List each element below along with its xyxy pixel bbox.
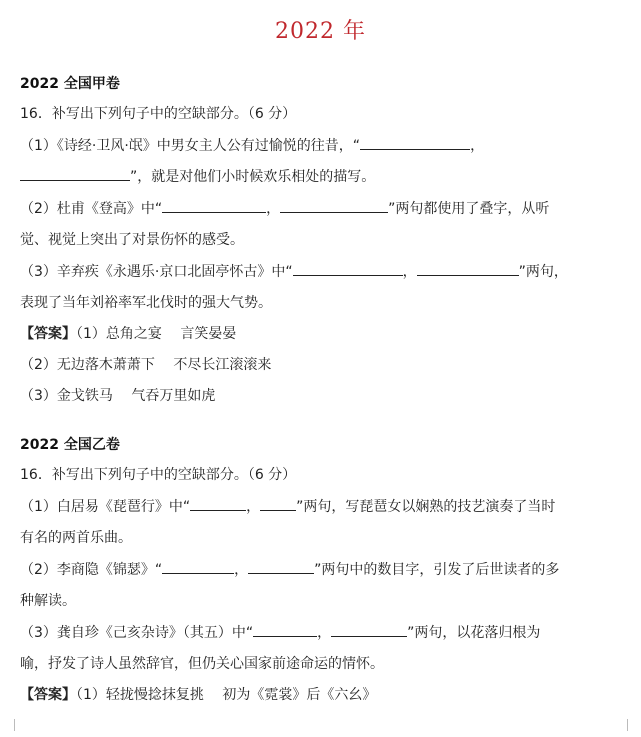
question-prompt: 16．补写出下列句子中的空缺部分。（6 分）: [20, 467, 297, 483]
question-item-4-line-1: [20, 496, 555, 516]
answer-line-4: [20, 684, 376, 704]
question-item-3-line-2: 表现了当年刘裕率军北伐时的强大气势。: [20, 295, 272, 311]
question-item-2-line-1: [20, 198, 549, 218]
answer-blank[interactable]: [417, 261, 519, 276]
question-item-5-line-2: 种解读。: [20, 593, 76, 609]
item-text: ”两句，以花落归根为: [407, 625, 541, 641]
item-text: ，: [470, 138, 485, 154]
question-item-5-line-1: [20, 559, 559, 579]
item-text: ”两句，: [518, 264, 568, 280]
answer-blank[interactable]: [360, 135, 470, 150]
answer-blank[interactable]: [253, 622, 317, 637]
answer-tag: 【答案】: [20, 687, 76, 703]
answer-blank[interactable]: [280, 198, 388, 213]
item-text: （2）杜甫《登高》中“: [20, 201, 163, 217]
question-item-6-line-1: [20, 622, 540, 642]
item-text: （1）《诗经·卫风·氓》中男女主人公有过愉悦的往昔，“: [20, 138, 361, 154]
answer-text: （1）总角之宴 言笑晏晏: [76, 326, 237, 342]
item-text: （1）白居易《琵琶行》中“: [20, 499, 191, 515]
answer-blank[interactable]: [20, 166, 130, 181]
item-text: （3）辛弃疾《永遇乐·京口北固亭怀古》中“: [20, 264, 293, 280]
item-text: ，: [317, 625, 332, 641]
answer-line-3: （3）金戈铁马 气吞万里如虎: [20, 388, 216, 404]
answer-blank[interactable]: [331, 622, 407, 637]
section-heading-yi: 2022 全国乙卷: [20, 437, 120, 453]
answer-blank[interactable]: [260, 496, 296, 511]
page-corner-mark: [2, 719, 15, 731]
section-heading-jia: 2022 全国甲卷: [20, 76, 120, 92]
item-text: ”两句都使用了叠字，从听: [388, 201, 550, 217]
answer-line-1: [20, 323, 236, 343]
item-text: ，: [246, 499, 261, 515]
answer-text: （1）轻拢慢捻抹复挑 初为《霓裳》后《六幺》: [76, 687, 377, 703]
question-item-3-line-1: [20, 261, 568, 281]
answer-blank[interactable]: [293, 261, 403, 276]
item-text: ”两句，写琵琶女以娴熟的技艺演奏了当时: [296, 499, 556, 515]
answer-blank[interactable]: [190, 496, 246, 511]
question-item-4-line-2: 有名的两首乐曲。: [20, 530, 132, 546]
item-text: ，: [234, 562, 249, 578]
item-text: ，: [266, 201, 281, 217]
item-text: ，: [402, 264, 417, 280]
answer-line-2: （2）无边落木萧萧下 不尽长江滚滚来: [20, 357, 272, 373]
item-text: （3）龚自珍《己亥杂诗》（其五）中“: [20, 625, 254, 641]
answer-tag: 【答案】: [20, 326, 76, 342]
item-text: ”两句中的数目字，引发了后世读者的多: [314, 562, 560, 578]
page-corner-mark: [627, 719, 640, 731]
question-prompt: 16．补写出下列句子中的空缺部分。（6 分）: [20, 106, 297, 122]
question-item-1-line-1: [20, 135, 484, 155]
question-item-6-line-2: 喻，抒发了诗人虽然辞官，但仍关心国家前途命运的情怀。: [20, 656, 384, 672]
answer-blank[interactable]: [162, 198, 266, 213]
question-item-1-line-2: [20, 166, 375, 186]
question-item-2-line-2: 觉、视觉上突出了对景伤怀的感受。: [20, 232, 244, 248]
item-text: ”，就是对他们小时候欢乐相处的描写。: [130, 169, 376, 185]
item-text: （2）李商隐《锦瑟》“: [20, 562, 163, 578]
page-title: 2022 年: [275, 19, 366, 44]
answer-blank[interactable]: [248, 559, 314, 574]
answer-blank[interactable]: [162, 559, 234, 574]
